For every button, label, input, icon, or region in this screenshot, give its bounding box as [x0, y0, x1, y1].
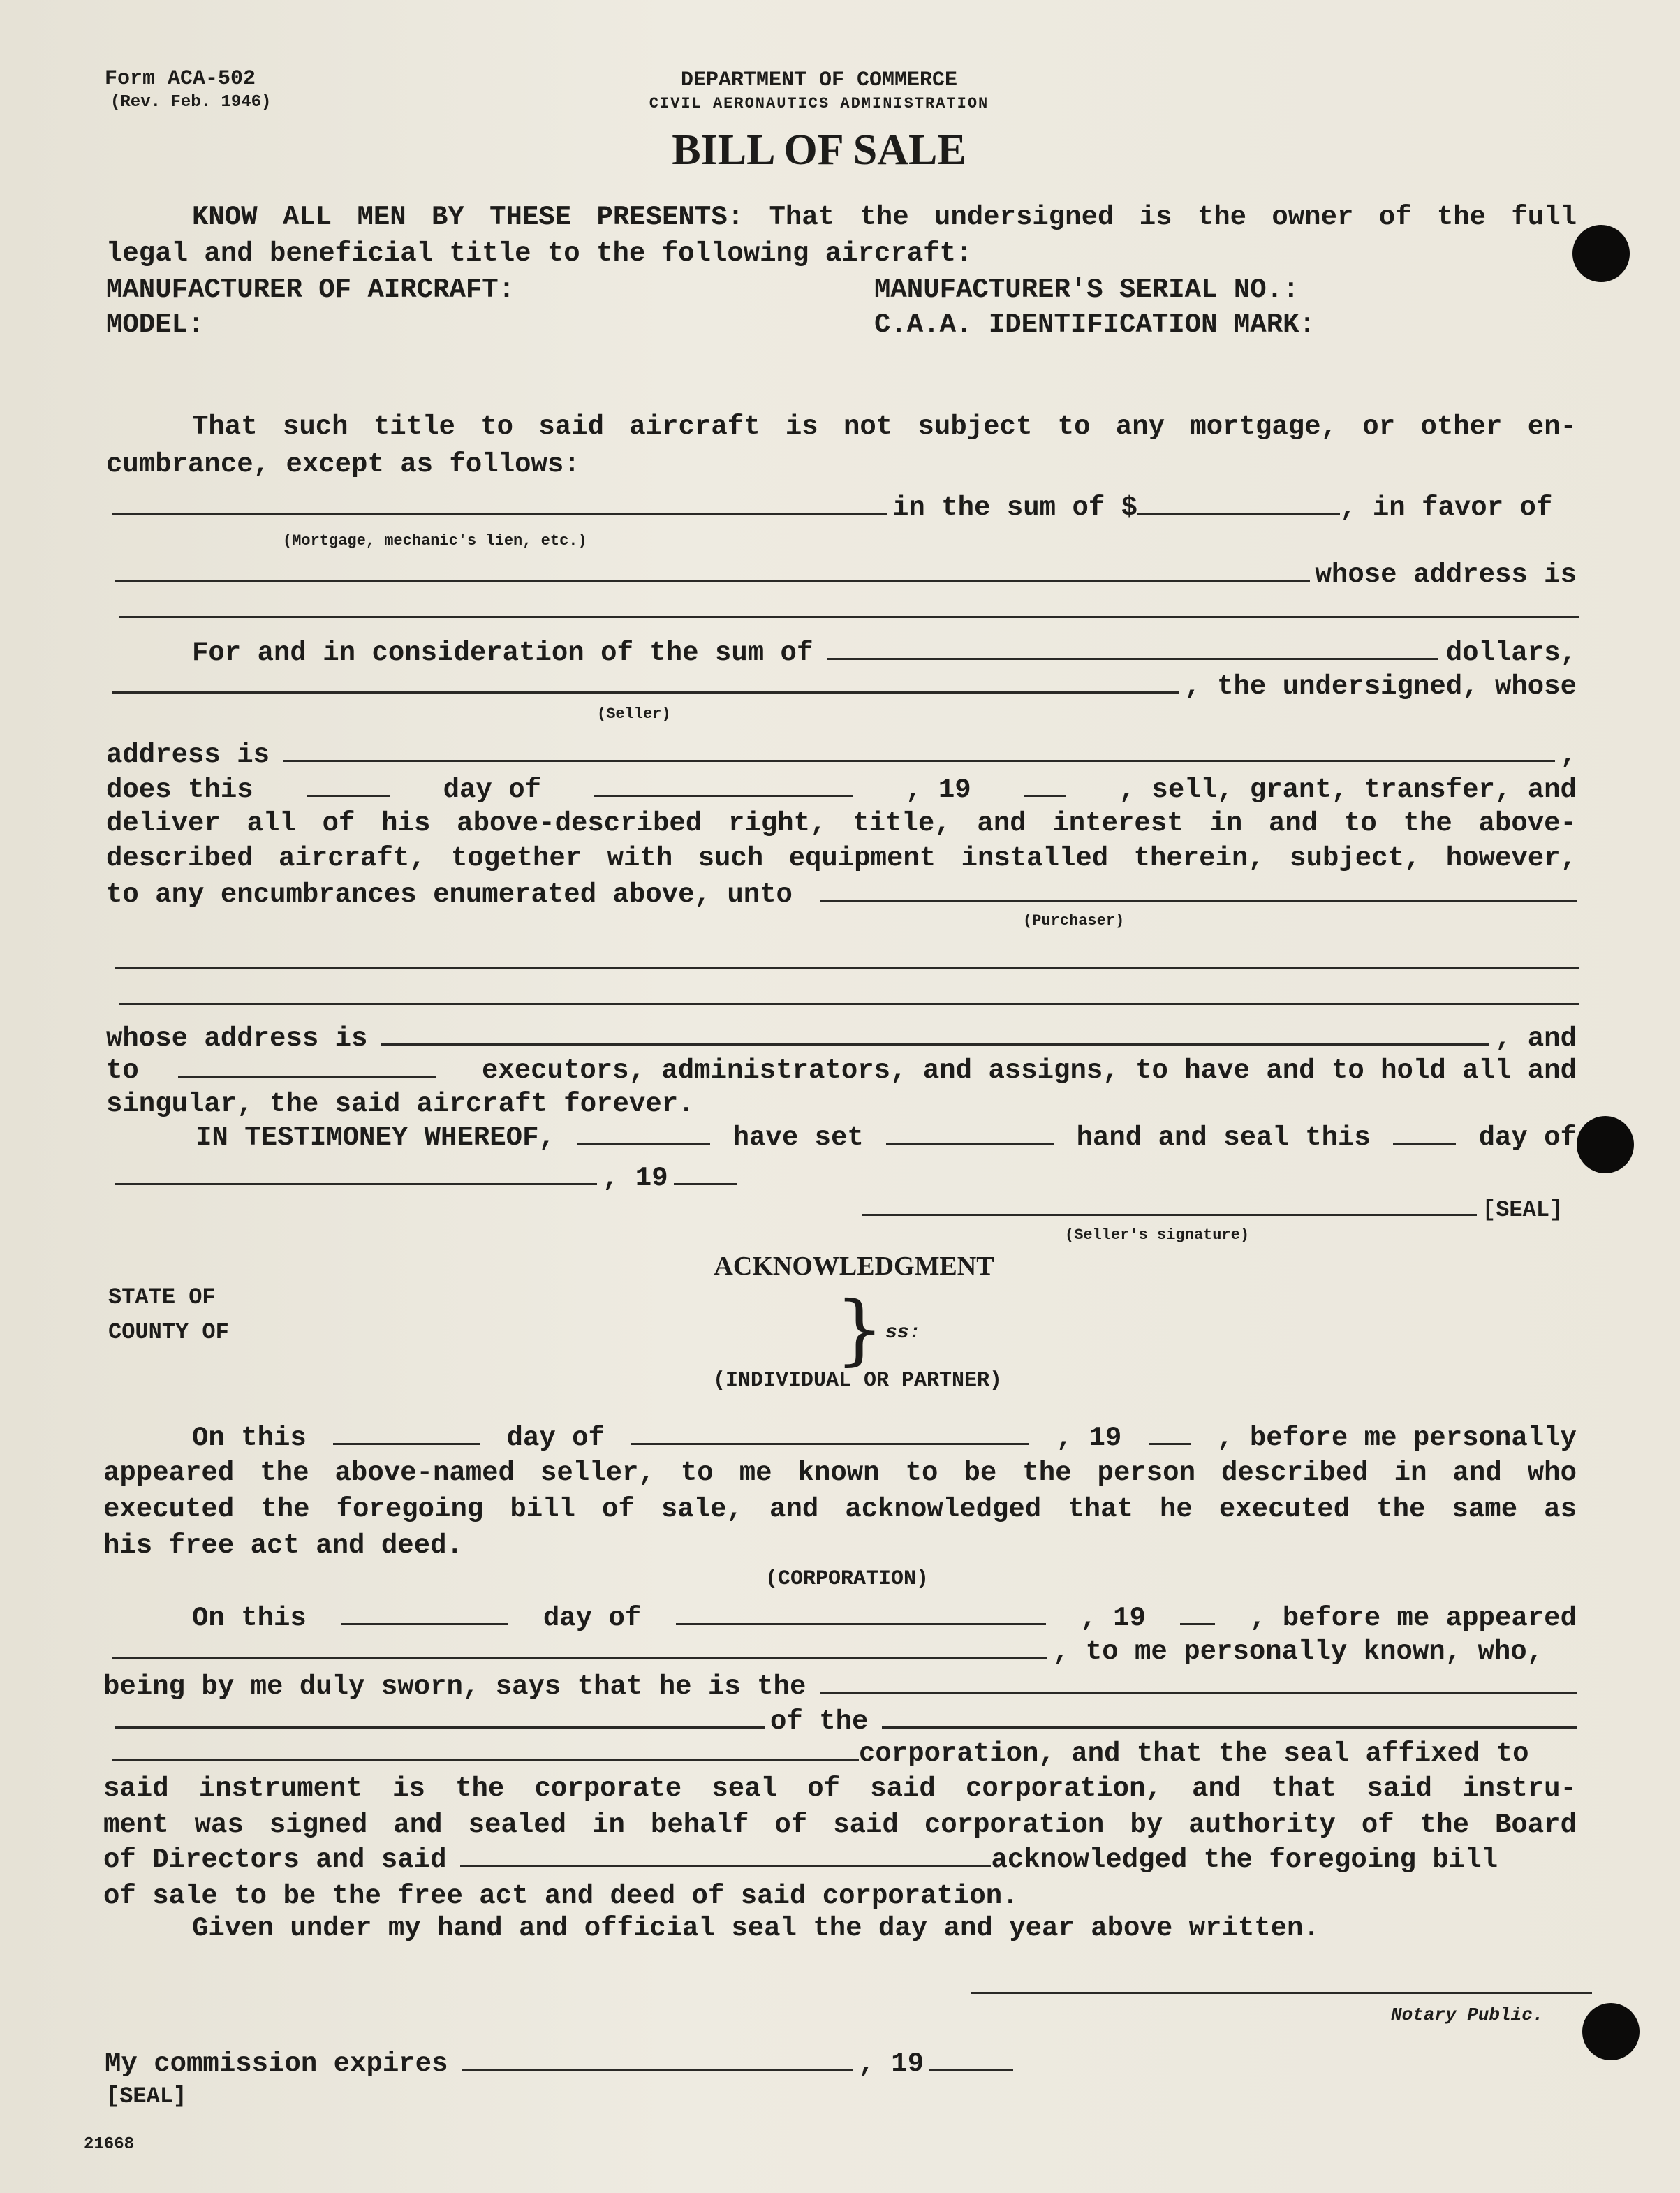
corp-officer-name-field[interactable]: [112, 1636, 1047, 1659]
conveyance-line-2: described aircraft, together with such equipment installed therein, subject, however,: [106, 843, 1577, 874]
punch-hole-icon: [1582, 2003, 1640, 2060]
favor-label: , in favor of: [1340, 492, 1553, 523]
corp-officer-field[interactable]: [460, 1844, 991, 1867]
encumbrance-line-2: cumbrance, except as follows:: [106, 449, 580, 480]
consideration-label: For and in consideration of the sum of: [192, 638, 813, 668]
ind-line-4: his free act and deed.: [103, 1530, 463, 1561]
caa-mark-label: C.A.A. IDENTIFICATION MARK:: [874, 309, 1316, 340]
agency-name: CIVIL AERONAUTICS ADMINISTRATION: [649, 95, 989, 112]
purchaser-line-2[interactable]: [115, 967, 1579, 969]
purchaser-line-3[interactable]: [119, 1003, 1579, 1005]
notary-public-label: Notary Public.: [1391, 2004, 1544, 2025]
form-revision: (Rev. Feb. 1946): [110, 93, 272, 112]
ss-label: ss:: [885, 1322, 921, 1344]
print-code: 21668: [84, 2135, 135, 2154]
corp-name-field-2[interactable]: [112, 1738, 859, 1761]
and-label: , and: [1494, 1023, 1577, 1054]
corp-name-field[interactable]: [882, 1706, 1577, 1729]
corp-title-field-2[interactable]: [115, 1706, 765, 1729]
manufacturer-label: MANUFACTURER OF AIRCRAFT:: [106, 274, 515, 305]
ind-month-field[interactable]: [631, 1422, 1029, 1445]
intro-line-2: legal and beneficial title to the following aircraft:: [106, 238, 973, 269]
ind-year-field[interactable]: [1149, 1422, 1191, 1445]
unto-label: to any encumbrances enumerated above, unto: [106, 879, 793, 910]
testimony-year-field[interactable]: [674, 1162, 737, 1185]
corp-line-9: of sale to be the free act and deed of said corporation.: [103, 1881, 1019, 1912]
ind-day-field[interactable]: [333, 1422, 480, 1445]
corp-month-field[interactable]: [676, 1602, 1046, 1625]
day-of-label-2: day of: [1478, 1122, 1577, 1153]
testimony-pronoun-field[interactable]: [886, 1122, 1054, 1145]
corp-title-field[interactable]: [820, 1671, 1577, 1694]
corp-line-6: said instrument is the corporate seal of said corporation, and that said instru-: [103, 1773, 1577, 1804]
ind-on-this-label: On this: [192, 1423, 307, 1453]
sum-label: in the sum of $: [892, 492, 1138, 523]
testimony-party-field[interactable]: [577, 1122, 710, 1145]
commission-date-field[interactable]: [462, 2048, 853, 2071]
undersigned-label: , the undersigned, whose: [1184, 671, 1577, 702]
encumbrance-amount-field[interactable]: [1137, 492, 1340, 515]
corp-day-field[interactable]: [341, 1602, 508, 1625]
encumbrance-holder-field[interactable]: [115, 559, 1310, 582]
ind-line-3: executed the foregoing bill of sale, and acknowledged that he executed the same as: [103, 1494, 1577, 1525]
testimony-day-field[interactable]: [1393, 1122, 1456, 1145]
executors-label: executors, administrators, and assigns, to have and to hold all and: [481, 1055, 1577, 1086]
consideration-amount-field[interactable]: [827, 637, 1437, 660]
comma: ,: [1560, 740, 1577, 770]
signature-caption: (Seller's signature): [1065, 1226, 1250, 1244]
brace-icon: }: [835, 1284, 884, 1374]
purchaser-name-field[interactable]: [820, 879, 1577, 902]
encumbrance-line-1: That such title to said aircraft is not subject to any mortgage, or other en-: [192, 411, 1577, 442]
sell-grant-label: , sell, grant, transfer, and: [1119, 775, 1577, 805]
intro-line-1: KNOW ALL MEN BY THESE PRESENTS: That the undersigned is the owner of the full: [192, 202, 1577, 233]
forever-line: singular, the said aircraft forever.: [106, 1089, 695, 1120]
corp-year-field[interactable]: [1180, 1602, 1215, 1625]
commission-label: My commission expires: [105, 2048, 448, 2079]
sale-day-field[interactable]: [307, 774, 390, 797]
model-label: MODEL:: [106, 309, 205, 340]
whose-address-label: whose address is: [1315, 559, 1577, 590]
corp-ack-label: acknowledged the foregoing bill: [991, 1844, 1498, 1875]
document-title: BILL OF SALE: [672, 126, 966, 174]
corp-seal-label: corporation, and that the seal affixed to: [859, 1738, 1529, 1769]
given-line: Given under my hand and official seal the day and year above written.: [192, 1913, 1320, 1944]
testimony-month-field[interactable]: [115, 1162, 597, 1185]
sale-year-field[interactable]: [1024, 774, 1066, 797]
purchaser-address-label: whose address is: [106, 1023, 368, 1054]
purchaser-address-field[interactable]: [381, 1022, 1489, 1046]
seller-address-field[interactable]: [283, 739, 1555, 762]
corp-directors-label: of Directors and said: [103, 1844, 447, 1875]
hand-seal-label: hand and seal this: [1076, 1122, 1371, 1153]
department-name: DEPARTMENT OF COMMERCE: [680, 68, 958, 92]
corp-day-of-label: day of: [543, 1603, 642, 1634]
county-of-label: COUNTY OF: [108, 1319, 229, 1345]
acknowledgment-title: ACKNOWLEDGMENT: [714, 1252, 994, 1281]
dollars-label: dollars,: [1445, 638, 1577, 668]
year-prefix: , 19: [906, 775, 971, 805]
heirs-field[interactable]: [178, 1055, 436, 1078]
punch-hole-icon: [1572, 225, 1630, 282]
ind-before-label: , before me personally: [1217, 1423, 1577, 1453]
does-this-label: does this: [106, 775, 253, 805]
have-set-label: have set: [732, 1122, 864, 1153]
corp-before-label: , before me appeared: [1249, 1603, 1577, 1634]
notary-signature-field[interactable]: [971, 1992, 1592, 1994]
seller-signature-field[interactable]: [862, 1193, 1477, 1216]
day-of-label: day of: [443, 775, 542, 805]
seller-address-label: address is: [106, 740, 270, 770]
sale-month-field[interactable]: [594, 774, 853, 797]
encumbrance-address-field[interactable]: [119, 616, 1579, 618]
corp-year-prefix: , 19: [1080, 1603, 1146, 1634]
notary-seal-label: [SEAL]: [106, 2083, 187, 2109]
corp-of-the-label: of the: [770, 1706, 869, 1737]
state-of-label: STATE OF: [108, 1284, 216, 1310]
commission-year-field[interactable]: [929, 2048, 1013, 2071]
corporation-heading: (CORPORATION): [765, 1567, 929, 1591]
seller-name-field[interactable]: [112, 670, 1179, 694]
commission-year-prefix: , 19: [858, 2048, 924, 2079]
corp-sworn-label: being by me duly sworn, says that he is the: [103, 1671, 806, 1702]
seller-caption: (Seller): [597, 705, 671, 723]
to-label: to: [106, 1055, 139, 1086]
ind-year-prefix: , 19: [1056, 1423, 1122, 1453]
encumbrance-type-field[interactable]: [112, 492, 887, 515]
mortgage-caption: (Mortgage, mechanic's lien, etc.): [283, 532, 587, 550]
corp-known-label: , to me personally known, who,: [1053, 1636, 1544, 1667]
form-number: Form ACA-502: [105, 67, 256, 91]
serial-label: MANUFACTURER'S SERIAL NO.:: [874, 274, 1299, 305]
individual-heading: (INDIVIDUAL OR PARTNER): [712, 1369, 1003, 1393]
year-prefix-2: , 19: [603, 1163, 668, 1194]
purchaser-caption: (Purchaser): [1023, 912, 1125, 930]
seller-seal-label: [SEAL]: [1482, 1197, 1563, 1223]
corp-on-this-label: On this: [192, 1603, 307, 1634]
conveyance-line-1: deliver all of his above-described right, title, and interest in and to the above-: [106, 808, 1577, 839]
corp-line-7: ment was signed and sealed in behalf of said corporation by authority of the Board: [103, 1810, 1577, 1840]
ind-day-of-label: day of: [506, 1423, 605, 1453]
punch-hole-icon: [1577, 1116, 1634, 1173]
ind-line-2: appeared the above-named seller, to me known to be the person described in and who: [103, 1458, 1577, 1488]
testimony-label: IN TESTIMONEY WHEREOF,: [196, 1122, 555, 1153]
